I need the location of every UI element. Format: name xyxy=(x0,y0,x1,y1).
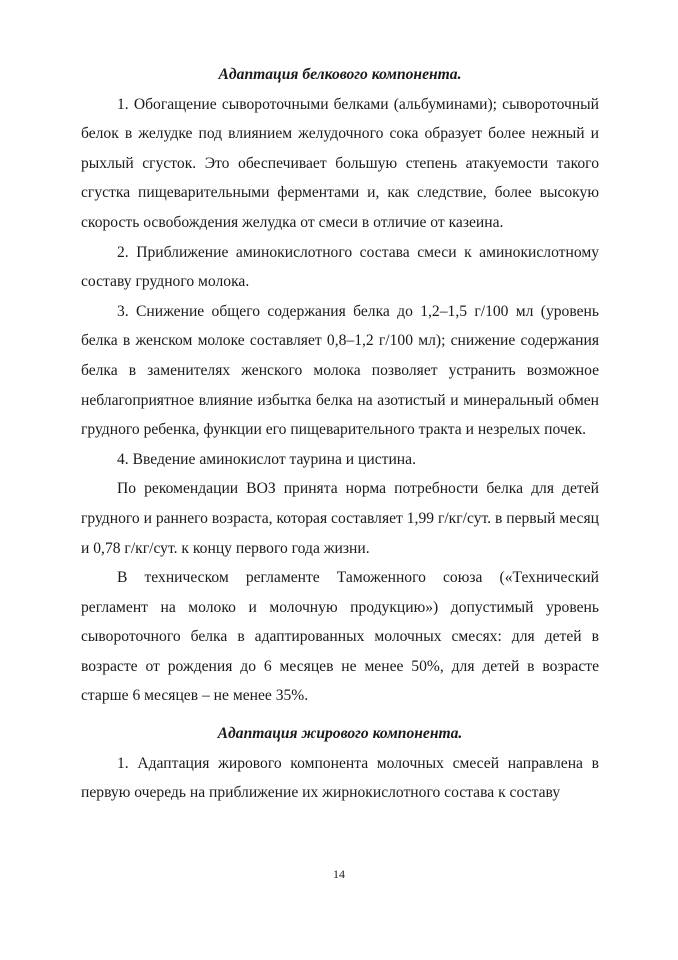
paragraph-who-recommendation: По рекомендации ВОЗ принята норма потребности белка для детей грудного и раннего возраста, которая составляет 1,99 г/кг/сут. в первый месяц и 0,78 г/кг/сут. к концу первого года жизни. xyxy=(81,480,599,557)
page-body xyxy=(81,60,599,808)
paragraph-whey-enrichment: 1. Обогащение сывороточными белками (альбуминами); сывороточный белок в желудке под влиянием желудочного сока образует более нежный и рыхлый сгусток. Это обеспечивает большую степень атакуемости такого сгустка пищеварительными ферментами и, как следствие, более высокую скорость освобождения желудка от смеси в отличие от казеина. xyxy=(81,95,599,231)
section-heading-fat: Адаптация жирового компонента. xyxy=(217,725,463,743)
paragraph-customs-union-regulation: В техническом регламенте Таможенного союза («Технический регламент на молоко и молочную продукцию») допустимый уровень сывороточного белка в адаптированных молочных смесях: для детей в возрасте от рождения до 6 месяцев не менее 50%, для детей в возрасте старше 6 месяцев – не менее 35%. xyxy=(81,569,599,705)
section-heading-protein: Адаптация белкового компонента. xyxy=(218,66,462,83)
page-number: 14 xyxy=(333,867,345,881)
paragraph-amino-acid-composition: 2. Приближение аминокислотного состава смеси к аминокислотному составу грудного молока. xyxy=(81,243,599,291)
paragraph-fat-adaptation: 1. Адаптация жирового компонента молочных смесей направлена в первую очередь на приближение их жирнокислотного состава к составу xyxy=(81,754,599,802)
paragraph-protein-reduction: 3. Снижение общего содержания белка до 1,2–1,5 г/100 мл (уровень белка в женском молоке составляет 0,8–1,2 г/100 мл); снижение содержания белка в заменителях женского молока позволяет устранить возможное неблагоприятное влияние избытка белка на азотистый и минеральный обмен грудного ребенка, функции его пищеварительного тракта и незрелых почек. xyxy=(81,302,599,439)
paragraph-taurine-cystine: 4. Введение аминокислот таурина и цистина. xyxy=(117,450,416,468)
